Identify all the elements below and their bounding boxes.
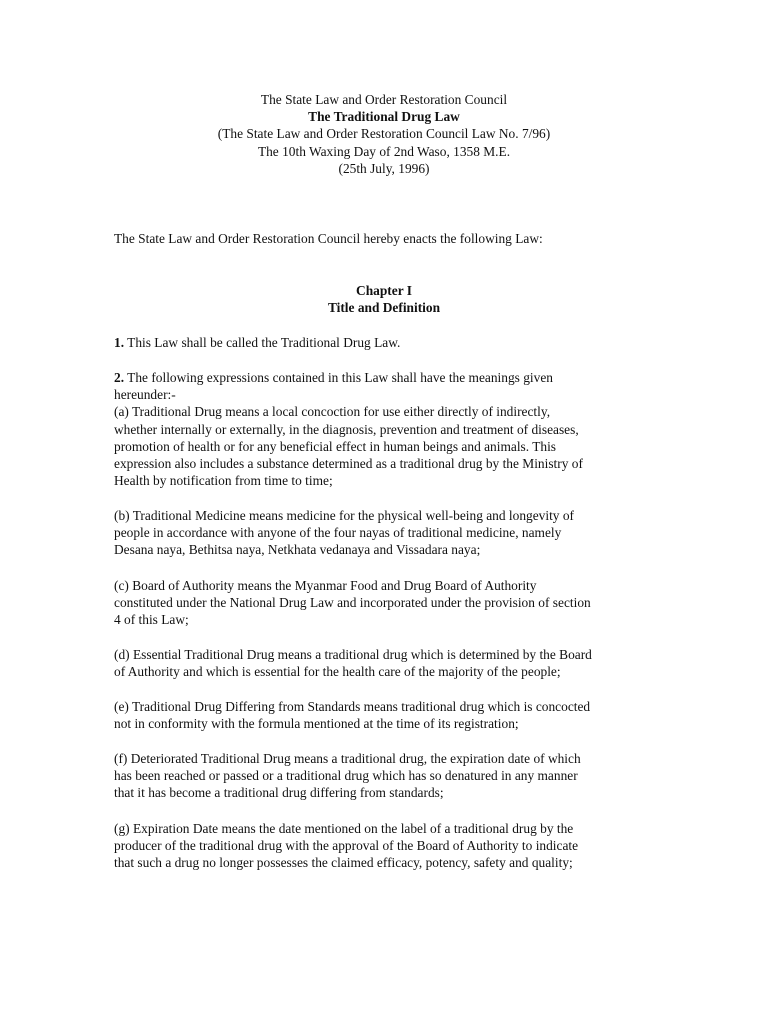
section-1 <box>114 334 674 351</box>
enactment-text: The State Law and Order Restoration Council hereby enacts the following Law: <box>114 231 543 246</box>
definition-d-line: (d) Essential Traditional Drug means a traditional drug which is determined by the Board <box>114 647 592 662</box>
chapter-number: Chapter I <box>356 283 412 298</box>
definition-a-line: whether internally or externally, in the diagnosis, prevention and treatment of diseases, <box>114 421 579 437</box>
definition-f-line: has been reached or passed or a traditional drug which has so denatured in any manner <box>114 768 578 784</box>
law-number: (The State Law and Order Restoration Council Law No. 7/96) <box>217 126 551 142</box>
definition-b-line: (b) Traditional Medicine means medicine for the physical well-being and longevity of <box>114 508 575 523</box>
document-header <box>0 91 768 177</box>
enactment-paragraph <box>114 230 674 247</box>
definition-e-line: (e) Traditional Drug Differing from Standards means traditional drug which is concocted <box>114 699 591 714</box>
definition-e <box>114 698 674 732</box>
definition-f-line: (f) Deteriorated Traditional Drug means a traditional drug, the expiration date of which <box>114 751 581 766</box>
section-2-number: 2. <box>114 370 125 385</box>
date-myanmar-era: The 10th Waxing Day of 2nd Waso, 1358 M.E. <box>257 143 511 159</box>
definition-a-line: expression also includes a substance determined as a traditional drug by the Ministry of <box>114 456 583 472</box>
definition-a-line: Health by notification from time to time; <box>114 473 333 489</box>
definition-d-line: of Authority and which is essential for the health care of the majority of the people; <box>114 664 561 680</box>
definition-g-line: (g) Expiration Date means the date mentioned on the label of a traditional drug by the <box>114 821 574 836</box>
definition-c <box>114 577 674 629</box>
definition-a-line: (a) Traditional Drug means a local concoction for use either directly of indirectly, <box>114 404 551 420</box>
definition-c-line: constituted under the National Drug Law and incorporated under the provision of section <box>114 595 591 611</box>
definition-c-line: 4 of this Law; <box>114 612 189 628</box>
definition-e-line: not in conformity with the formula mentioned at the time of its registration; <box>114 716 519 732</box>
section-2-text-line: The following expressions contained in this Law shall have the meanings given <box>124 370 553 385</box>
chapter-heading <box>0 282 768 316</box>
definition-b-line: Desana naya, Bethitsa naya, Netkhata vedanaya and Vissadara naya; <box>114 542 481 558</box>
section-2-intro <box>114 369 674 489</box>
definition-g <box>114 820 674 872</box>
council-name: The State Law and Order Restoration Council <box>260 92 508 107</box>
definition-f <box>114 750 674 802</box>
definition-c-line: (c) Board of Authority means the Myanmar Food and Drug Board of Authority <box>114 578 537 593</box>
section-1-number: 1. <box>114 335 125 350</box>
section-2-text-line: hereunder:- <box>114 387 176 403</box>
definition-g-line: that such a drug no longer possesses the claimed efficacy, potency, safety and quality; <box>114 855 573 871</box>
section-1-text: This Law shall be called the Traditional Drug Law. <box>124 335 401 350</box>
definition-b-line: people in accordance with anyone of the four nayas of traditional medicine, namely <box>114 525 562 541</box>
definition-d <box>114 646 674 680</box>
definition-f-line: that it has become a traditional drug differing from standards; <box>114 785 444 801</box>
definition-a-line: promotion of health or for any beneficial effect in human beings and animals. This <box>114 438 557 454</box>
definition-g-line: producer of the traditional drug with the approval of the Board of Authority to indicate <box>114 838 579 854</box>
law-title: The Traditional Drug Law <box>308 109 460 125</box>
definition-b <box>114 507 674 559</box>
chapter-title: Title and Definition <box>327 300 441 316</box>
date-gregorian: (25th July, 1996) <box>338 160 430 176</box>
